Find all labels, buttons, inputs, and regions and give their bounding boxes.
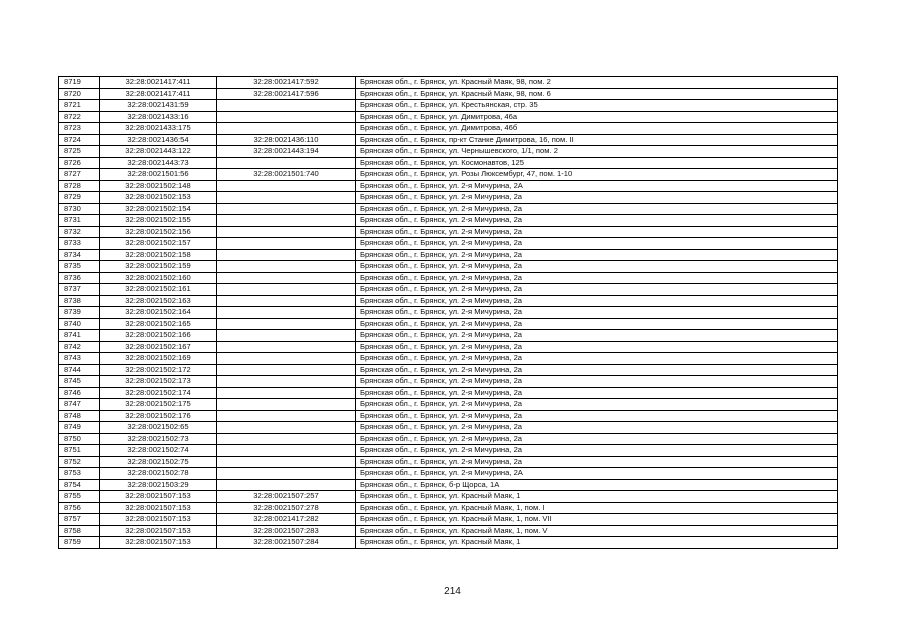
cadastral-number-cell: 32:28:0021502:165	[100, 318, 217, 330]
registry-table	[58, 76, 838, 549]
cadastral-number-cell: 32:28:0021436:54	[100, 134, 217, 146]
row-number-cell: 8719	[59, 77, 100, 89]
address-cell: Брянская обл., г. Брянск, ул. 2-я Мичурина, 2а	[356, 341, 838, 353]
premises-cadastral-number-cell	[217, 215, 356, 227]
premises-cadastral-number-cell	[217, 479, 356, 491]
premises-cadastral-number-cell	[217, 203, 356, 215]
premises-cadastral-number-cell	[217, 295, 356, 307]
table-row	[59, 456, 838, 468]
row-number-cell: 8738	[59, 295, 100, 307]
address-cell: Брянская обл., г. Брянск, ул. 2-я Мичурина, 2а	[356, 353, 838, 365]
address-cell: Брянская обл., г. Брянск, пр-кт Станке Димитрова, 16, пом. II	[356, 134, 838, 146]
cadastral-number-cell: 32:28:0021443:73	[100, 157, 217, 169]
cadastral-number-cell: 32:28:0021502:155	[100, 215, 217, 227]
table-row	[59, 226, 838, 238]
table-row	[59, 215, 838, 227]
row-number-cell: 8734	[59, 249, 100, 261]
row-number-cell: 8741	[59, 330, 100, 342]
address-cell: Брянская обл., г. Брянск, ул. 2-я Мичурина, 2а	[356, 295, 838, 307]
row-number-cell: 8752	[59, 456, 100, 468]
address-cell: Брянская обл., г. Брянск, ул. 2-я Мичурина, 2а	[356, 399, 838, 411]
row-number-cell: 8753	[59, 468, 100, 480]
premises-cadastral-number-cell	[217, 226, 356, 238]
address-cell: Брянская обл., г. Брянск, ул. Красный Маяк, 1	[356, 537, 838, 549]
premises-cadastral-number-cell	[217, 100, 356, 112]
table-row	[59, 180, 838, 192]
table-row	[59, 157, 838, 169]
row-number-cell: 8758	[59, 525, 100, 537]
address-cell: Брянская обл., г. Брянск, ул. 2-я Мичурина, 2а	[356, 272, 838, 284]
table-row	[59, 169, 838, 181]
table-row	[59, 537, 838, 549]
table-row	[59, 146, 838, 158]
row-number-cell: 8732	[59, 226, 100, 238]
premises-cadastral-number-cell	[217, 192, 356, 204]
premises-cadastral-number-cell	[217, 111, 356, 123]
address-cell: Брянская обл., г. Брянск, ул. 2-я Мичурина, 2А	[356, 180, 838, 192]
premises-cadastral-number-cell	[217, 157, 356, 169]
address-cell: Брянская обл., г. Брянск, ул. 2-я Мичурина, 2а	[356, 226, 838, 238]
table-row	[59, 307, 838, 319]
table-row	[59, 88, 838, 100]
table-row	[59, 514, 838, 526]
address-cell: Брянская обл., г. Брянск, ул. 2-я Мичурина, 2а	[356, 330, 838, 342]
table-row	[59, 376, 838, 388]
address-cell: Брянская обл., г. Брянск, ул. 2-я Мичурина, 2а	[356, 433, 838, 445]
address-cell: Брянская обл., г. Брянск, ул. 2-я Мичурина, 2а	[356, 318, 838, 330]
address-cell: Брянская обл., г. Брянск, ул. 2-я Мичурина, 2а	[356, 192, 838, 204]
premises-cadastral-number-cell	[217, 468, 356, 480]
premises-cadastral-number-cell	[217, 123, 356, 135]
table-row	[59, 341, 838, 353]
table-row	[59, 502, 838, 514]
table-row	[59, 364, 838, 376]
cadastral-number-cell: 32:28:0021443:122	[100, 146, 217, 158]
cadastral-number-cell: 32:28:0021502:175	[100, 399, 217, 411]
row-number-cell: 8737	[59, 284, 100, 296]
cadastral-number-cell: 32:28:0021502:169	[100, 353, 217, 365]
address-cell: Брянская обл., г. Брянск, ул. Космонавтов, 125	[356, 157, 838, 169]
cadastral-number-cell: 32:28:0021502:78	[100, 468, 217, 480]
address-cell: Брянская обл., г. Брянск, ул. Розы Люксембург, 47, пом. 1-10	[356, 169, 838, 181]
row-number-cell: 8736	[59, 272, 100, 284]
table-row	[59, 295, 838, 307]
address-cell: Брянская обл., г. Брянск, ул. 2-я Мичурина, 2а	[356, 238, 838, 250]
address-cell: Брянская обл., г. Брянск, ул. 2-я Мичурина, 2а	[356, 215, 838, 227]
cadastral-number-cell: 32:28:0021417:411	[100, 77, 217, 89]
row-number-cell: 8723	[59, 123, 100, 135]
cadastral-number-cell: 32:28:0021507:153	[100, 491, 217, 503]
cadastral-number-cell: 32:28:0021502:161	[100, 284, 217, 296]
row-number-cell: 8730	[59, 203, 100, 215]
row-number-cell: 8749	[59, 422, 100, 434]
table-row	[59, 192, 838, 204]
cadastral-number-cell: 32:28:0021501:56	[100, 169, 217, 181]
premises-cadastral-number-cell	[217, 456, 356, 468]
premises-cadastral-number-cell: 32:28:0021417:596	[217, 88, 356, 100]
address-cell: Брянская обл., г. Брянск, ул. 2-я Мичурина, 2а	[356, 284, 838, 296]
address-cell: Брянская обл., г. Брянск, ул. 2-я Мичурина, 2а	[356, 410, 838, 422]
premises-cadastral-number-cell: 32:28:0021507:278	[217, 502, 356, 514]
cadastral-number-cell: 32:28:0021502:156	[100, 226, 217, 238]
row-number-cell: 8743	[59, 353, 100, 365]
address-cell: Брянская обл., г. Брянск, ул. Красный Маяк, 1, пом. I	[356, 502, 838, 514]
address-cell: Брянская обл., г. Брянск, ул. 2-я Мичурина, 2а	[356, 376, 838, 388]
row-number-cell: 8739	[59, 307, 100, 319]
address-cell: Брянская обл., г. Брянск, ул. Красный Маяк, 1, пом. VII	[356, 514, 838, 526]
premises-cadastral-number-cell	[217, 261, 356, 273]
premises-cadastral-number-cell	[217, 387, 356, 399]
premises-cadastral-number-cell	[217, 249, 356, 261]
row-number-cell: 8740	[59, 318, 100, 330]
cadastral-number-cell: 32:28:0021502:158	[100, 249, 217, 261]
table-row	[59, 318, 838, 330]
cadastral-number-cell: 32:28:0021502:163	[100, 295, 217, 307]
cadastral-number-cell: 32:28:0021433:16	[100, 111, 217, 123]
premises-cadastral-number-cell	[217, 238, 356, 250]
row-number-cell: 8728	[59, 180, 100, 192]
row-number-cell: 8750	[59, 433, 100, 445]
cadastral-number-cell: 32:28:0021502:172	[100, 364, 217, 376]
table-row	[59, 330, 838, 342]
row-number-cell: 8756	[59, 502, 100, 514]
cadastral-number-cell: 32:28:0021502:154	[100, 203, 217, 215]
row-number-cell: 8726	[59, 157, 100, 169]
cadastral-number-cell: 32:28:0021502:164	[100, 307, 217, 319]
address-cell: Брянская обл., г. Брянск, ул. 2-я Мичурина, 2а	[356, 445, 838, 457]
cadastral-number-cell: 32:28:0021507:153	[100, 514, 217, 526]
address-cell: Брянская обл., г. Брянск, ул. 2-я Мичурина, 2а	[356, 249, 838, 261]
address-cell: Брянская обл., г. Брянск, ул. Крестьянская, стр. 35	[356, 100, 838, 112]
cadastral-number-cell: 32:28:0021502:166	[100, 330, 217, 342]
cadastral-number-cell: 32:28:0021433:175	[100, 123, 217, 135]
cadastral-number-cell: 32:28:0021502:174	[100, 387, 217, 399]
premises-cadastral-number-cell: 32:28:0021443:194	[217, 146, 356, 158]
address-cell: Брянская обл., г. Брянск, ул. Красный Маяк, 98, пом. 2	[356, 77, 838, 89]
row-number-cell: 8754	[59, 479, 100, 491]
cadastral-number-cell: 32:28:0021507:153	[100, 525, 217, 537]
premises-cadastral-number-cell	[217, 422, 356, 434]
cadastral-number-cell: 32:28:0021502:173	[100, 376, 217, 388]
premises-cadastral-number-cell	[217, 330, 356, 342]
table-row	[59, 272, 838, 284]
premises-cadastral-number-cell: 32:28:0021417:282	[217, 514, 356, 526]
premises-cadastral-number-cell	[217, 399, 356, 411]
premises-cadastral-number-cell	[217, 341, 356, 353]
address-cell: Брянская обл., г. Брянск, ул. Димитрова, 46а	[356, 111, 838, 123]
cadastral-number-cell: 32:28:0021502:74	[100, 445, 217, 457]
table-row	[59, 387, 838, 399]
table-row	[59, 479, 838, 491]
address-cell: Брянская обл., г. Брянск, ул. 2-я Мичурина, 2а	[356, 364, 838, 376]
row-number-cell: 8742	[59, 341, 100, 353]
page-number: 214	[444, 586, 461, 597]
row-number-cell: 8757	[59, 514, 100, 526]
table-row	[59, 111, 838, 123]
cadastral-number-cell: 32:28:0021502:73	[100, 433, 217, 445]
premises-cadastral-number-cell	[217, 376, 356, 388]
address-cell: Брянская обл., г. Брянск, ул. 2-я Мичурина, 2а	[356, 387, 838, 399]
premises-cadastral-number-cell: 32:28:0021417:592	[217, 77, 356, 89]
cadastral-number-cell: 32:28:0021502:65	[100, 422, 217, 434]
table-row	[59, 134, 838, 146]
table-row	[59, 203, 838, 215]
premises-cadastral-number-cell	[217, 284, 356, 296]
premises-cadastral-number-cell: 32:28:0021507:257	[217, 491, 356, 503]
premises-cadastral-number-cell	[217, 353, 356, 365]
row-number-cell: 8751	[59, 445, 100, 457]
address-cell: Брянская обл., г. Брянск, ул. Красный Маяк, 1, пом. V	[356, 525, 838, 537]
row-number-cell: 8745	[59, 376, 100, 388]
premises-cadastral-number-cell	[217, 272, 356, 284]
premises-cadastral-number-cell: 32:28:0021501:740	[217, 169, 356, 181]
table-row	[59, 123, 838, 135]
table-row	[59, 100, 838, 112]
address-cell: Брянская обл., г. Брянск, ул. Красный Маяк, 98, пом. 6	[356, 88, 838, 100]
row-number-cell: 8755	[59, 491, 100, 503]
row-number-cell: 8746	[59, 387, 100, 399]
cadastral-number-cell: 32:28:0021502:157	[100, 238, 217, 250]
row-number-cell: 8731	[59, 215, 100, 227]
address-cell: Брянская обл., г. Брянск, ул. 2-я Мичурина, 2а	[356, 456, 838, 468]
table-row	[59, 249, 838, 261]
address-cell: Брянская обл., г. Брянск, б-р Щорса, 1А	[356, 479, 838, 491]
table-row	[59, 445, 838, 457]
table-row	[59, 353, 838, 365]
address-cell: Брянская обл., г. Брянск, ул. Красный Маяк, 1	[356, 491, 838, 503]
table-row	[59, 399, 838, 411]
premises-cadastral-number-cell	[217, 180, 356, 192]
row-number-cell: 8722	[59, 111, 100, 123]
row-number-cell: 8724	[59, 134, 100, 146]
row-number-cell: 8748	[59, 410, 100, 422]
table-row	[59, 433, 838, 445]
premises-cadastral-number-cell	[217, 307, 356, 319]
row-number-cell: 8720	[59, 88, 100, 100]
cadastral-number-cell: 32:28:0021507:153	[100, 502, 217, 514]
premises-cadastral-number-cell: 32:28:0021436:110	[217, 134, 356, 146]
address-cell: Брянская обл., г. Брянск, ул. Чернышевского, 1/1, пом. 2	[356, 146, 838, 158]
table-row	[59, 410, 838, 422]
address-cell: Брянская обл., г. Брянск, ул. Димитрова, 46б	[356, 123, 838, 135]
row-number-cell: 8721	[59, 100, 100, 112]
cadastral-number-cell: 32:28:0021507:153	[100, 537, 217, 549]
cadastral-number-cell: 32:28:0021502:159	[100, 261, 217, 273]
row-number-cell: 8725	[59, 146, 100, 158]
premises-cadastral-number-cell	[217, 364, 356, 376]
premises-cadastral-number-cell: 32:28:0021507:283	[217, 525, 356, 537]
premises-cadastral-number-cell	[217, 318, 356, 330]
row-number-cell: 8747	[59, 399, 100, 411]
row-number-cell: 8744	[59, 364, 100, 376]
address-cell: Брянская обл., г. Брянск, ул. 2-я Мичурина, 2а	[356, 307, 838, 319]
cadastral-number-cell: 32:28:0021502:160	[100, 272, 217, 284]
table-row	[59, 261, 838, 273]
table-row	[59, 525, 838, 537]
cadastral-number-cell: 32:28:0021431:59	[100, 100, 217, 112]
cadastral-number-cell: 32:28:0021502:153	[100, 192, 217, 204]
registry-table-body	[59, 77, 838, 549]
address-cell: Брянская обл., г. Брянск, ул. 2-я Мичурина, 2а	[356, 203, 838, 215]
cadastral-number-cell: 32:28:0021502:148	[100, 180, 217, 192]
table-row	[59, 468, 838, 480]
premises-cadastral-number-cell	[217, 410, 356, 422]
table-row	[59, 284, 838, 296]
address-cell: Брянская обл., г. Брянск, ул. 2-я Мичурина, 2а	[356, 261, 838, 273]
cadastral-number-cell: 32:28:0021502:167	[100, 341, 217, 353]
cadastral-number-cell: 32:28:0021417:411	[100, 88, 217, 100]
row-number-cell: 8733	[59, 238, 100, 250]
premises-cadastral-number-cell: 32:28:0021507:284	[217, 537, 356, 549]
premises-cadastral-number-cell	[217, 433, 356, 445]
row-number-cell: 8759	[59, 537, 100, 549]
address-cell: Брянская обл., г. Брянск, ул. 2-я Мичурина, 2а	[356, 422, 838, 434]
cadastral-number-cell: 32:28:0021502:75	[100, 456, 217, 468]
table-row	[59, 238, 838, 250]
row-number-cell: 8729	[59, 192, 100, 204]
row-number-cell: 8735	[59, 261, 100, 273]
row-number-cell: 8727	[59, 169, 100, 181]
table-row	[59, 422, 838, 434]
cadastral-number-cell: 32:28:0021502:176	[100, 410, 217, 422]
premises-cadastral-number-cell	[217, 445, 356, 457]
table-row	[59, 491, 838, 503]
address-cell: Брянская обл., г. Брянск, ул. 2-я Мичурина, 2А	[356, 468, 838, 480]
table-row	[59, 77, 838, 89]
cadastral-number-cell: 32:28:0021503:29	[100, 479, 217, 491]
